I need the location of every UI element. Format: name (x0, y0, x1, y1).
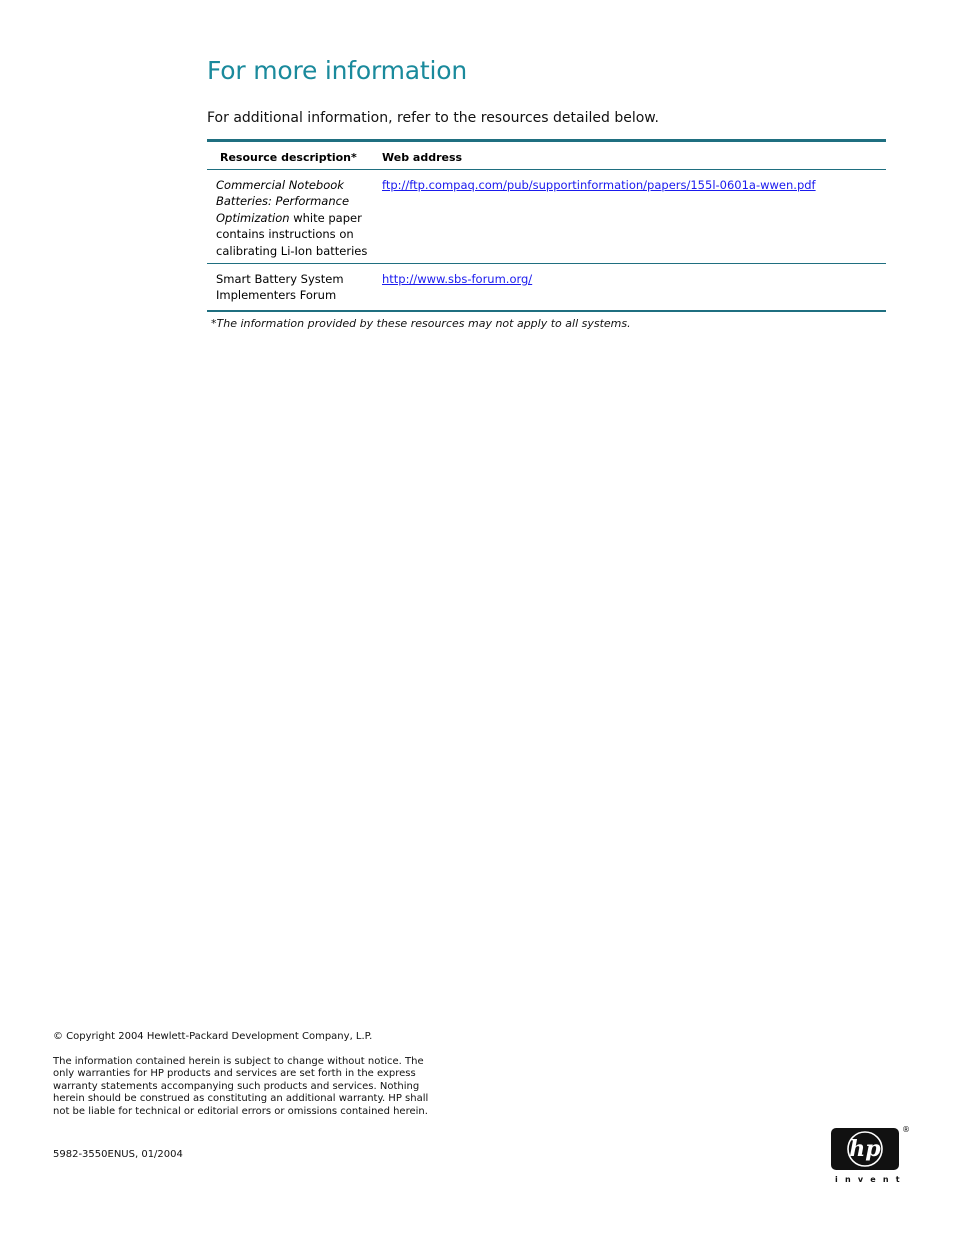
resource-note: white paper contains instructions on calibrating Li-Ion batteries (216, 210, 368, 258)
header-web-address: Web address (382, 151, 463, 164)
resource-title: Commercial Notebook Batteries: Performance Optimization (216, 178, 350, 225)
hp-logo-box (831, 1128, 899, 1170)
resource-description (207, 264, 382, 310)
logo-tagline: invent (835, 1175, 907, 1184)
table-footnote: *The information provided by these resources may not apply to all systems. (211, 317, 631, 330)
hp-logo-icon (831, 1128, 899, 1170)
page-title: For more information (207, 56, 468, 85)
resource-note: Smart Battery System Implementers Forum (216, 272, 344, 303)
table-row (207, 170, 886, 264)
sbs-forum-link[interactable]: http://www.sbs-forum.org/ (382, 272, 533, 286)
web-address-cell (382, 264, 886, 310)
web-address-cell (382, 170, 886, 263)
copyright-notice: © Copyright 2004 Hewlett-Packard Development Company, L.P. (53, 1031, 373, 1042)
resource-description (207, 170, 382, 263)
hp-invent-logo (830, 1125, 910, 1187)
table-header-row (207, 142, 886, 170)
table-row (207, 264, 886, 310)
registered-mark: ® (902, 1125, 910, 1134)
intro-text: For additional information, refer to the resources detailed below. (207, 110, 659, 126)
ftp-whitepaper-link[interactable]: ftp://ftp.compaq.com/pub/supportinformation/papers/155l-0601a-wwen.pdf (382, 178, 816, 192)
document-number: 5982-3550ENUS, 01/2004 (53, 1149, 183, 1160)
header-resource-description: Resource description* (220, 151, 357, 164)
resources-table (207, 139, 886, 312)
hp-letters: hp (849, 1136, 881, 1162)
legal-disclaimer: The information contained herein is subject to change without notice. The only warranties for HP products and services are set forth in the express warranty statements accompanying such products and services. Nothing herein should be construed as constituting an additional warranty. HP shall not be liable for technical or editorial errors or omissions contained herein. (53, 1056, 429, 1117)
